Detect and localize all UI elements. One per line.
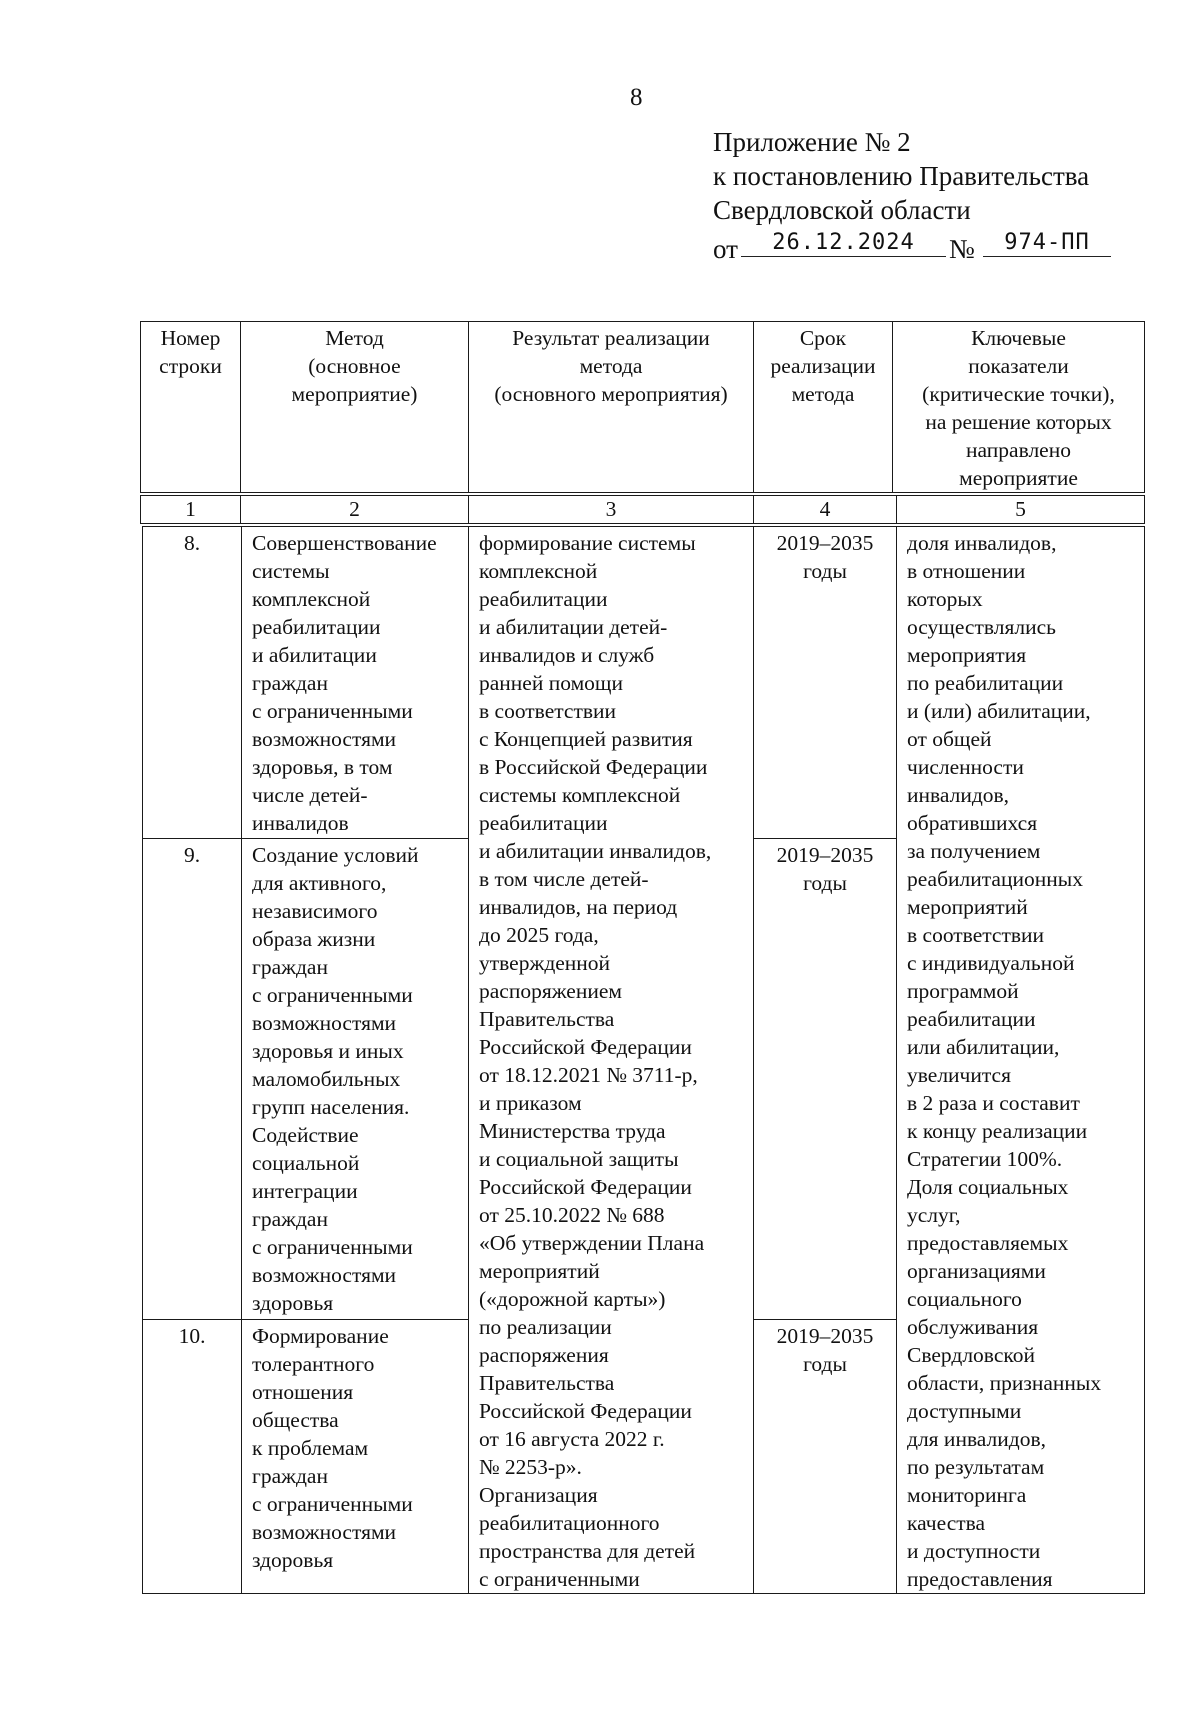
date-prefix: от (713, 234, 738, 264)
method-cell: Совершенствование системы комплексной реабилитации и абилитации граждан с ограниченными возможностями здоровья, в том числе детей- инвалидов (242, 527, 469, 839)
table-row (143, 527, 1145, 839)
result-cell: формирование системы комплексной реабилитации и абилитации детей- инвалидов и служб ранней помощи в соответствии с Концепцией развития в Российской Федерации системы комплексной реабилитации и абилитации инвалидов, в том числе детей- инвалидов, на период до 2025 года, утвержденной распоряжением Правительства Российской Федерации от 18.12.2021 № 3711-р, и приказом Министерства труда и социальной защиты Российской Федерации от 25.10.2022 № 688 «Об утверждении Плана мероприятий («дорожной карты») по реализации распоряжения Правительства Российской Федерации от 16 августа 2022 г. № 2253-р». Организация реабилитационного пространства для детей с ограниченными (469, 527, 754, 1594)
header-row (141, 322, 1145, 493)
header-row-number: Номер строки (141, 322, 241, 493)
table-header (140, 321, 1145, 493)
appendix-title: Приложение № 2 (713, 127, 911, 157)
column-number: 2 (241, 496, 469, 524)
appendix-block (713, 125, 1089, 264)
method-cell: Формирование толерантного отношения общества к проблемам граждан с ограниченными возможностями здоровья (242, 1319, 469, 1593)
term-cell: 2019–2035 годы (754, 527, 897, 839)
column-number: 1 (141, 496, 241, 524)
column-number: 4 (754, 496, 897, 524)
appendix-line-resolution: к постановлению Правительства (713, 161, 1090, 191)
column-numbers-row (141, 496, 1145, 524)
method-cell: Создание условий для активного, независимого образа жизни граждан с ограниченными возможностями здоровья и иных маломобильных групп населения. Содействие социальной интеграции граждан с ограниченными возможностями здоровья (242, 839, 469, 1320)
measures-table (142, 526, 1145, 1594)
header-term: Срок реализации метода (754, 322, 893, 493)
page-number: 8 (630, 84, 643, 111)
term-cell: 2019–2035 годы (754, 839, 897, 1320)
indicators-cell: доля инвалидов, в отношении которых осуществлялись мероприятия по реабилитации и (или) абилитации, от общей численности инвалидов, обратившихся за получением реабилитационных мероприятий в соответствии с индивидуальной программой реабилитации или абилитации, увеличится в 2 раза и составит к концу реализации Стратегии 100%. Доля социальных услуг, предоставляемых организациями социального обслуживания Свердловской области, признанных доступными для инвалидов, по результатам мониторинга качества и доступности предоставления (897, 527, 1145, 1594)
number-label: № (949, 234, 975, 264)
appendix-date-row (713, 228, 1089, 264)
row-number: 9. (143, 839, 242, 1320)
header-result: Результат реализации метода (основного мероприятия) (469, 322, 754, 493)
header-indicators: Ключевые показатели (критические точки), на решение которых направлено мероприятие (893, 322, 1145, 493)
row-number: 8. (143, 527, 242, 839)
appendix-line-region: Свердловской области (713, 195, 971, 225)
column-number: 5 (897, 496, 1145, 524)
column-number: 3 (469, 496, 754, 524)
column-numbers (140, 495, 1145, 524)
term-cell: 2019–2035 годы (754, 1319, 897, 1593)
resolution-number: 974-ПП (983, 226, 1111, 257)
header-method: Метод (основное мероприятие) (241, 322, 469, 493)
row-number: 10. (143, 1319, 242, 1593)
resolution-date: 26.12.2024 (741, 226, 946, 257)
